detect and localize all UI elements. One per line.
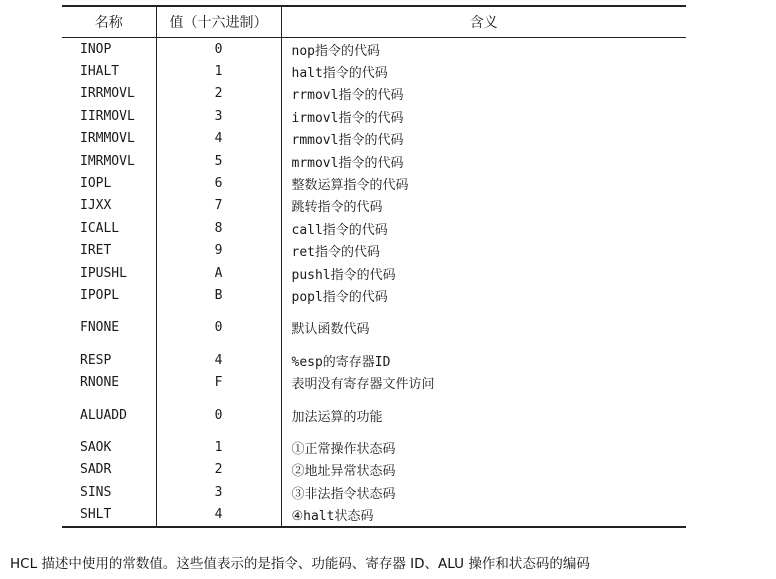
constant-value-cell: 1 (156, 436, 281, 458)
table-row (62, 481, 686, 503)
constant-meaning-cell: popl指令的代码 (291, 289, 388, 305)
constant-value-cell: 9 (156, 240, 281, 262)
constant-value-cell: F (156, 371, 281, 393)
constant-value-cell: A (156, 262, 281, 284)
constant-name-cell: IIRMOVL (80, 108, 135, 124)
constant-name-cell: SAOK (80, 439, 112, 455)
group-spacer (62, 339, 686, 349)
constant-meaning-cell: nop指令的代码 (291, 43, 380, 59)
constant-value-cell: 8 (156, 217, 281, 239)
table-row (62, 459, 686, 481)
spacer-cell (281, 426, 686, 436)
spacer-cell (281, 394, 686, 404)
header-value: 值（十六进制） (156, 6, 281, 38)
constant-value-cell: 4 (156, 503, 281, 526)
group-spacer (62, 307, 686, 317)
table-row (62, 317, 686, 339)
table-row (62, 262, 686, 284)
spacer-cell (156, 426, 281, 436)
header-meaning: 含义 (281, 6, 686, 38)
constant-meaning-cell: ④halt状态码 (281, 503, 686, 526)
constant-value-cell: 4 (156, 349, 281, 371)
group-spacer (62, 394, 686, 404)
constant-meaning-cell: ret指令的代码 (291, 245, 380, 261)
constant-meaning-cell: rmmovl指令的代码 (291, 133, 404, 149)
constant-name-cell: ALUADD (80, 407, 127, 423)
constant-value-cell: 2 (156, 459, 281, 481)
constant-value-cell: 3 (156, 105, 281, 127)
constant-name-cell: INOP (80, 41, 112, 57)
constant-value-cell: 4 (156, 128, 281, 150)
spacer-cell (156, 394, 281, 404)
table-row (62, 172, 686, 194)
constant-value-cell: 6 (156, 172, 281, 194)
table-row (62, 105, 686, 127)
table-row (62, 128, 686, 150)
constant-value-cell: 5 (156, 150, 281, 172)
table-row (62, 436, 686, 458)
constant-value-cell: 0 (156, 404, 281, 426)
table-row (62, 195, 686, 217)
constant-meaning-cell: 表明没有寄存器文件访问 (291, 377, 435, 393)
table-row (62, 150, 686, 172)
constant-name-cell: SADR (80, 462, 112, 478)
constants-table-container (62, 5, 686, 528)
constant-value-cell: 7 (156, 195, 281, 217)
spacer-cell (62, 426, 156, 436)
constant-name-cell: IRRMOVL (80, 86, 135, 102)
constant-meaning-cell: call指令的代码 (291, 222, 388, 238)
constant-value-cell: 3 (156, 481, 281, 503)
table-row (62, 38, 686, 61)
table-row (62, 284, 686, 306)
constant-name-cell: FNONE (80, 320, 120, 336)
constant-name-cell: RESP (80, 352, 112, 368)
constant-name-cell: IPOPL (80, 287, 120, 303)
constant-name-cell: IMRMOVL (80, 153, 135, 169)
constants-table (62, 5, 686, 528)
spacer-cell (62, 339, 156, 349)
constant-value-cell: B (156, 284, 281, 306)
constant-name-cell: IRMMOVL (80, 131, 135, 147)
constant-meaning-cell: %esp的寄存器ID (291, 354, 391, 370)
spacer-cell (281, 307, 686, 317)
constant-meaning-cell: halt指令的代码 (291, 66, 388, 82)
spacer-cell (281, 339, 686, 349)
constant-name-cell: IHALT (80, 64, 120, 80)
constant-meaning-cell: ③非法指令状态码 (291, 486, 396, 502)
constant-name-cell: RNONE (80, 375, 120, 391)
constant-meaning-cell: ①正常操作状态码 (291, 441, 396, 457)
constant-name-cell: IOPL (80, 176, 112, 192)
table-row (62, 217, 686, 239)
constant-value-cell: 1 (156, 60, 281, 82)
group-spacer (62, 426, 686, 436)
figure-caption: HCL 描述中使用的常数值。这些值表示的是指令、功能码、寄存器 ID、ALU 操作和状态码的编码 (10, 556, 590, 572)
table-row (62, 503, 686, 526)
constant-meaning-cell: 默认函数代码 (291, 322, 370, 338)
constant-value-cell: 0 (156, 38, 281, 61)
constant-meaning-cell: mrmovl指令的代码 (291, 155, 404, 171)
constant-name-cell: IRET (80, 243, 112, 259)
constant-meaning-cell: pushl指令的代码 (291, 267, 396, 283)
constant-name-cell: SHLT (62, 503, 156, 526)
table-row (62, 404, 686, 426)
constant-value-cell: 0 (156, 317, 281, 339)
constant-name-cell: IJXX (80, 198, 112, 214)
header-name: 名称 (62, 6, 156, 38)
constant-meaning-cell: 跳转指令的代码 (291, 200, 383, 216)
spacer-cell (62, 394, 156, 404)
table-header-row (62, 6, 686, 38)
constant-meaning-cell: 加法运算的功能 (291, 409, 383, 425)
table-row (62, 60, 686, 82)
constant-name-cell: SINS (80, 484, 112, 500)
constant-meaning-cell: irmovl指令的代码 (291, 110, 404, 126)
table-body (62, 38, 686, 527)
constant-meaning-cell: ②地址异常状态码 (291, 464, 396, 480)
table-row (62, 83, 686, 105)
spacer-cell (156, 339, 281, 349)
constant-meaning-cell: rrmovl指令的代码 (291, 88, 404, 104)
constant-value-cell: 2 (156, 83, 281, 105)
spacer-cell (156, 307, 281, 317)
table-row (62, 371, 686, 393)
table-row (62, 240, 686, 262)
table-row (62, 349, 686, 371)
constant-meaning-cell: 整数运算指令的代码 (291, 178, 409, 194)
spacer-cell (62, 307, 156, 317)
constant-name-cell: IPUSHL (80, 265, 127, 281)
constant-name-cell: ICALL (80, 220, 120, 236)
